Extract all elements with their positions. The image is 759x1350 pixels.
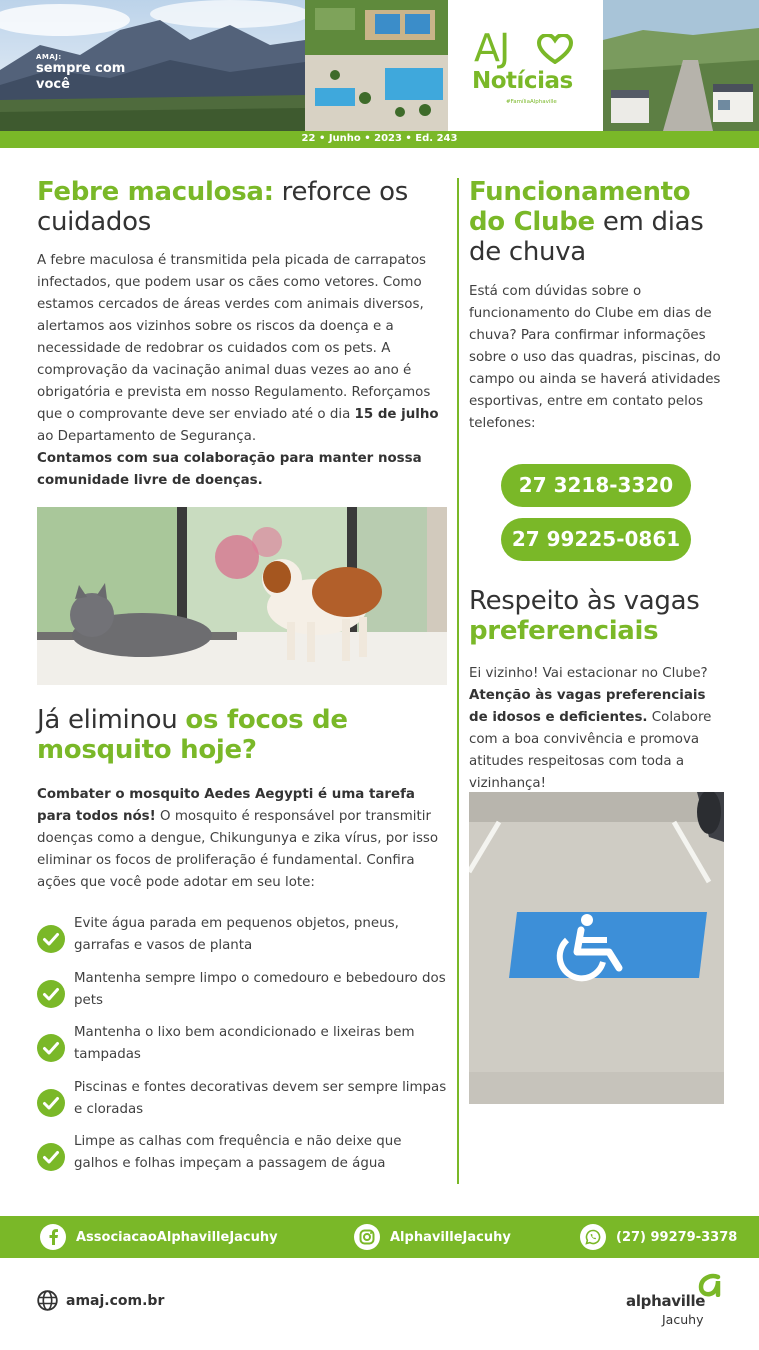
- instagram-icon: [354, 1224, 380, 1250]
- article2-body-lead: Combater o mosquito Aedes Aegypti é uma tarefa para todos nós!: [37, 787, 415, 824]
- article1-title-highlight: Febre maculosa:: [37, 177, 274, 207]
- checklist-text: Piscinas e fontes decorativas devem ser sempre limpas e cloradas: [74, 1079, 447, 1117]
- check-circle-icon: [37, 1034, 65, 1062]
- article2-body-text: O mosquito é responsável por transmitir doenças como a dengue, Chikungunya e zika vírus, por isso eliminar os focos de proliferação é fundamental. Confira ações que você pode adotar em seu lote:: [37, 809, 439, 890]
- logo-letters: AJ: [474, 26, 510, 70]
- article1-title-rest: reforce os cuidados: [37, 177, 408, 237]
- club-aerial-photo: [305, 0, 448, 131]
- brand-sub: Jacuhy: [662, 1312, 704, 1327]
- logo-tag: #FamíliaAlphaville: [506, 99, 557, 105]
- mosquito-checklist: [37, 913, 447, 1186]
- article4-body-2: Colabore com a boa convivência e promova atitudes respeitosas com toda a vizinhança!: [469, 710, 712, 791]
- cat-and-dog-photo: [37, 507, 447, 685]
- aj-noticias-logo: [448, 0, 603, 131]
- slogan-small: AMAJ:: [36, 53, 62, 61]
- article3-title-rest: em dias de chuva: [469, 207, 704, 267]
- column-divider: [457, 178, 459, 1184]
- website-url: amaj.com.br: [66, 1292, 165, 1309]
- check-circle-icon: [37, 1143, 65, 1171]
- article3-title-highlight: Funcionamento do Clube: [469, 177, 691, 237]
- phone-button-1[interactable]: 27 3218-3320: [501, 464, 691, 507]
- article1-body-closing: Contamos com sua colaboração para manter nossa comunidade livre de doenças.: [37, 451, 422, 488]
- facebook-icon: [40, 1224, 66, 1250]
- phone-button-2[interactable]: 27 99225-0861: [501, 518, 691, 561]
- whatsapp-number: (27) 99279-3378: [616, 1229, 738, 1245]
- newsletter-header: [0, 0, 759, 131]
- checklist-text: Evite água parada em pequenos objetos, pneus, garrafas e vasos de planta: [74, 916, 399, 953]
- whatsapp-link[interactable]: [580, 1216, 737, 1258]
- checklist-text: Mantenha o lixo bem acondicionado e lixeiras bem tampadas: [74, 1025, 415, 1062]
- instagram-handle: AlphavilleJacuhy: [390, 1229, 511, 1245]
- check-circle-icon: [37, 980, 65, 1008]
- list-item: [37, 1131, 447, 1186]
- logo-title: Notícias: [472, 68, 573, 94]
- article4-title-plain: Respeito às vagas: [469, 586, 700, 616]
- website-link[interactable]: [37, 1290, 164, 1311]
- mountain-photo: [0, 0, 305, 131]
- list-item: [37, 913, 447, 968]
- edition-date: 22 • Junho • 2023 • Ed. 243: [301, 133, 458, 144]
- list-item: [37, 968, 447, 1023]
- facebook-handle: AssociacaoAlphavilleJacuhy: [76, 1229, 278, 1245]
- social-bar: [0, 1216, 759, 1258]
- article1-body: [37, 250, 447, 492]
- article1-body-date: 15 de julho: [354, 407, 439, 422]
- list-item: [37, 1077, 447, 1132]
- article2-title: [37, 705, 447, 765]
- article1-body-1: A febre maculosa é transmitida pela picada de carrapatos infectados, que podem usar os cães como vetores. Como estamos cercados de áreas verdes com animais diversos, alertamos aos vizinhos sobre os riscos da doença e a necessidade de redobrar os cuidados com os pets. A comprovação da vacinação animal duas vezes ao ano é obrigatória e prevista em nosso Regulamento. Reforçamos que o comprovante deve ser enviado até o dia: [37, 253, 431, 422]
- article2-body: [37, 784, 447, 894]
- alphaville-logo: [620, 1273, 730, 1333]
- article4-body-bold: Atenção às vagas preferenciais de idosos e deficientes.: [469, 688, 706, 725]
- instagram-link[interactable]: [354, 1216, 511, 1258]
- slogan-big: sempre com você: [36, 61, 126, 92]
- article4-title: [469, 586, 724, 646]
- parking-space-photo: [469, 792, 724, 1104]
- article4-title-highlight: preferenciais: [469, 616, 659, 646]
- article1-body-2: ao Departamento de Segurança.: [37, 429, 257, 444]
- article2-title-highlight: os focos de mosquito hoje?: [37, 705, 348, 765]
- brand-name: alphaville: [626, 1292, 706, 1310]
- article4-body-1: Ei vizinho! Vai estacionar no Clube?: [469, 666, 708, 681]
- check-circle-icon: [37, 925, 65, 953]
- heart-icon: [537, 34, 573, 64]
- date-bar: [0, 131, 759, 148]
- check-circle-icon: [37, 1089, 65, 1117]
- article3-title: [469, 177, 724, 267]
- globe-icon: [37, 1290, 58, 1311]
- condo-aerial-photo: [603, 0, 759, 131]
- facebook-link[interactable]: [40, 1216, 278, 1258]
- whatsapp-icon: [580, 1224, 606, 1250]
- checklist-text: Limpe as calhas com frequência e não deixe que galhos e folhas impeçam a passagem de água: [74, 1134, 402, 1171]
- article4-body: [469, 663, 724, 795]
- article3-body: Está com dúvidas sobre o funcionamento do Clube em dias de chuva? Para confirmar informações sobre o uso das quadras, piscinas, do campo ou ainda se haverá atividades esportivas, entre em contato pelos telefones:: [469, 284, 721, 431]
- checklist-text: Mantenha sempre limpo o comedouro e bebedouro dos pets: [74, 970, 446, 1008]
- article1-title: [37, 177, 447, 237]
- header-slogan: [36, 53, 126, 93]
- list-item: [37, 1022, 447, 1077]
- article2-title-plain: Já eliminou: [37, 705, 186, 735]
